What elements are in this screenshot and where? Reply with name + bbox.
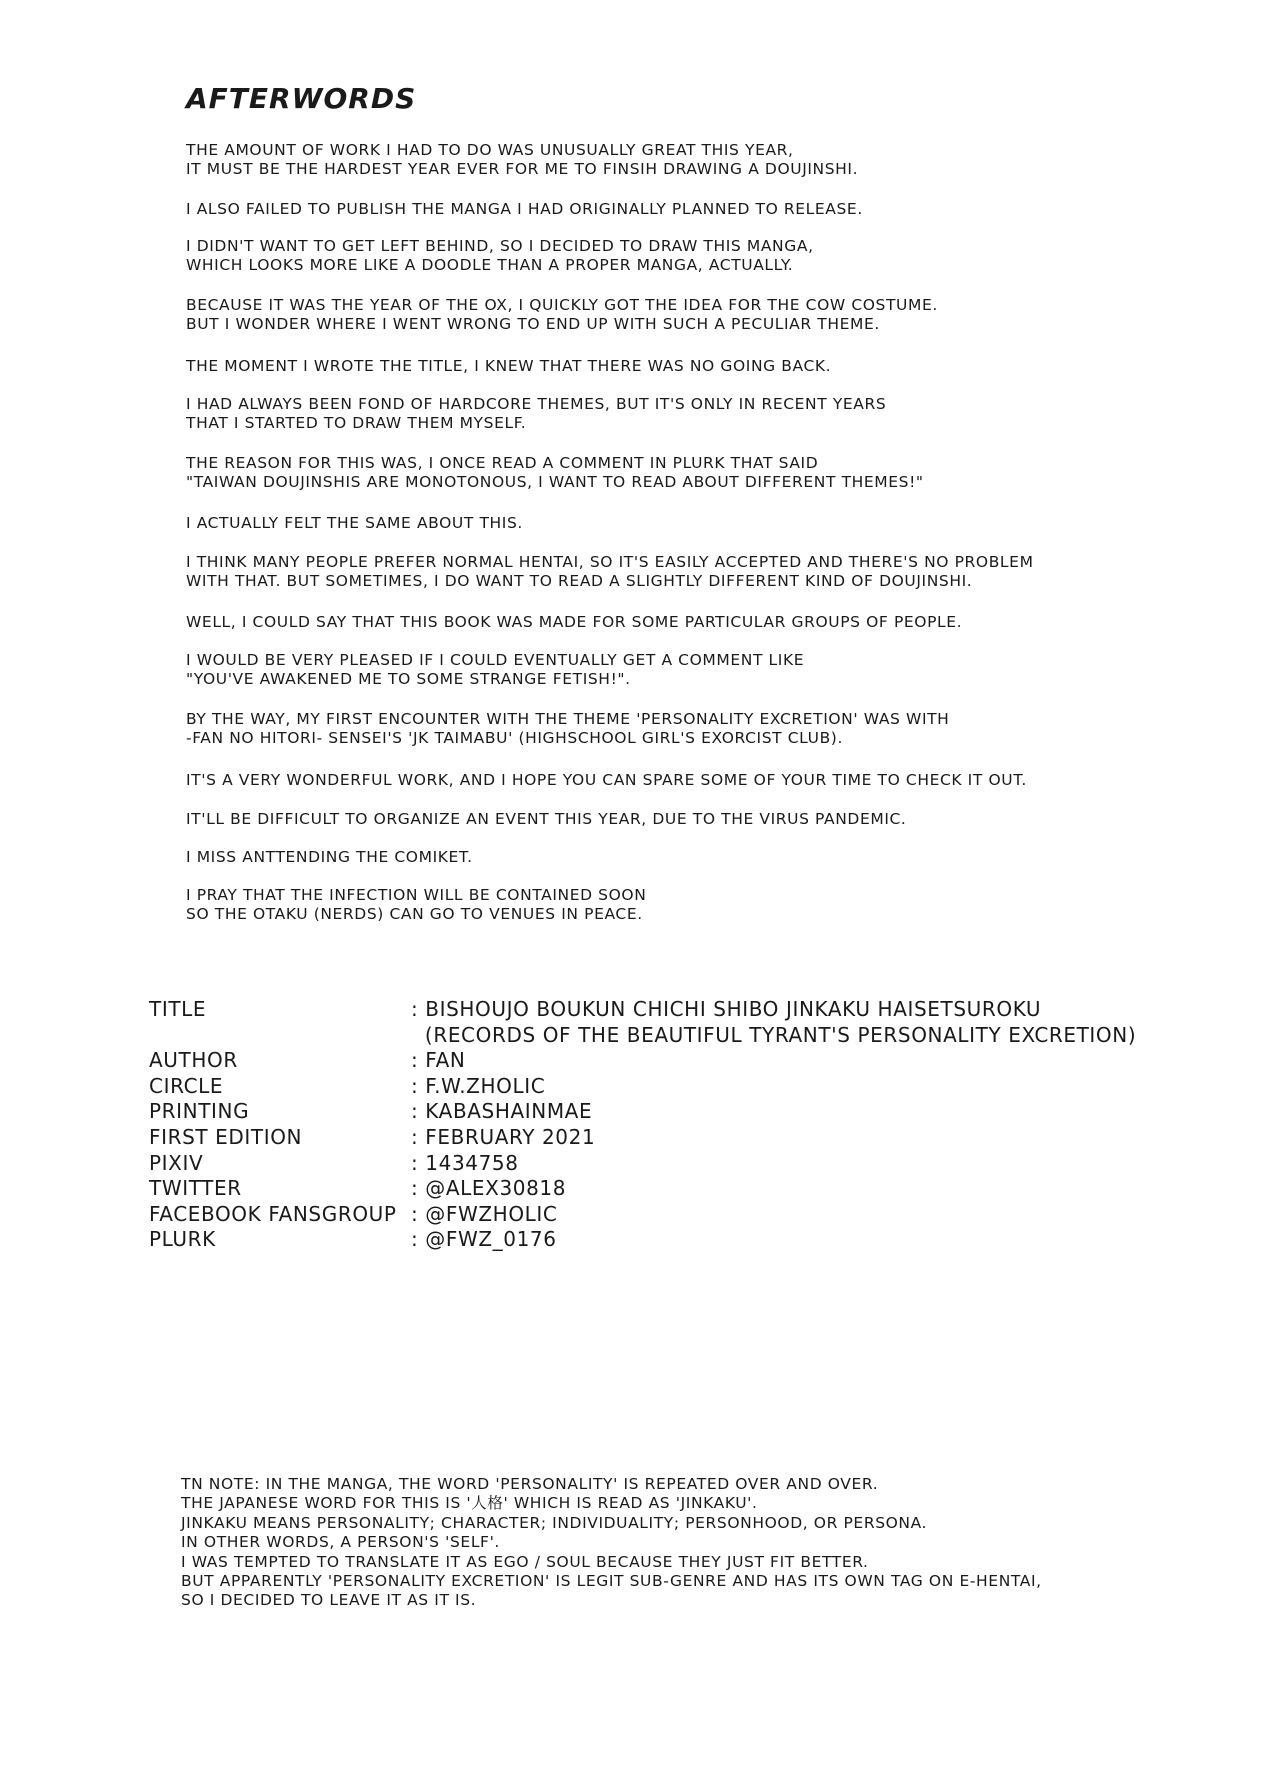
credit-row-twitter: [149, 1176, 1136, 1202]
credit-row-author: [149, 1048, 1136, 1074]
paragraph-14: IT'LL BE DIFFICULT TO ORGANIZE AN EVENT THIS YEAR, DUE TO THE VIRUS PANDEMIC.: [186, 810, 907, 828]
credit-value: : F.W.ZHOLIC: [411, 1073, 546, 1098]
paragraph-10: WELL, I COULD SAY THAT THIS BOOK WAS MADE FOR SOME PARTICULAR GROUPS OF PEOPLE.: [186, 613, 963, 631]
paragraph-8: I ACTUALLY FELT THE SAME ABOUT THIS.: [186, 514, 523, 532]
credit-label: FACEBOOK FANSGROUP: [149, 1201, 397, 1226]
credit-label: PIXIV: [149, 1150, 204, 1175]
credit-label: PRINTING: [149, 1099, 250, 1124]
credit-label: FIRST EDITION: [149, 1124, 303, 1149]
credit-row-plurk: [149, 1227, 1136, 1253]
credit-row-circle: [149, 1074, 1136, 1100]
paragraph-12: BY THE WAY, MY FIRST ENCOUNTER WITH THE THEME 'PERSONALITY EXCRETION' WAS WITH -FAN NO HITORI- SENSEI'S 'JK TAIMABU' (HIGHSCHOOL GIRL'S EXORCIST CLUB).: [186, 710, 950, 747]
credit-value: : FEBRUARY 2021: [411, 1124, 596, 1149]
credit-value: : @FWZ_0176: [411, 1227, 557, 1252]
credit-value: : FAN: [411, 1048, 466, 1073]
credit-row-title: [149, 997, 1136, 1048]
paragraph-2: I ALSO FAILED TO PUBLISH THE MANGA I HAD ORIGINALLY PLANNED TO RELEASE.: [186, 200, 863, 218]
credit-row-printing: [149, 1099, 1136, 1125]
paragraph-11: I WOULD BE VERY PLEASED IF I COULD EVENTUALLY GET A COMMENT LIKE "YOU'VE AWAKENED ME TO SOME STRANGE FETISH!".: [186, 651, 805, 688]
paragraph-5: THE MOMENT I WROTE THE TITLE, I KNEW THAT THERE WAS NO GOING BACK.: [186, 357, 832, 375]
translator-note: TN NOTE: IN THE MANGA, THE WORD 'PERSONALITY' IS REPEATED OVER AND OVER. THE JAPANESE WORD FOR THIS IS '人格' WHICH IS READ AS 'JINKAKU'. JINKAKU MEANS PERSONALITY; CHARACTER; INDIVIDUALITY; PERSONHOOD, OR PERSONA. IN OTHER WORDS, A PERSON'S 'SELF'. I WAS TEMPTED TO TRANSLATE IT AS EGO / SOUL BECAUSE THEY JUST FIT BETTER. BUT APPARENTLY 'PERSONALITY EXCRETION' IS LEGIT SUB-GENRE AND HAS ITS OWN TAG ON E-HENTAI, SO I DECIDED TO LEAVE IT AS IT IS.: [181, 1475, 1042, 1610]
paragraph-7: THE REASON FOR THIS WAS, I ONCE READ A COMMENT IN PLURK THAT SAID "TAIWAN DOUJINSHIS ARE MONOTONOUS, I WANT TO READ ABOUT DIFFERENT THEMES!": [186, 454, 924, 491]
paragraph-16: I PRAY THAT THE INFECTION WILL BE CONTAINED SOON SO THE OTAKU (NERDS) CAN GO TO VENUES IN PEACE.: [186, 886, 647, 923]
credit-value: : BISHOUJO BOUKUN CHICHI SHIBO JINKAKU HAISETSUROKU (RECORDS OF THE BEAUTIFUL TYRANT'S PERSONALITY EXCRETION): [411, 997, 1137, 1047]
paragraph-9: I THINK MANY PEOPLE PREFER NORMAL HENTAI, SO IT'S EASILY ACCEPTED AND THERE'S NO PROBLEM WITH THAT. BUT SOMETIMES, I DO WANT TO READ A SLIGHTLY DIFFERENT KIND OF DOUJINSHI.: [186, 553, 1034, 590]
credits-table: [149, 997, 1136, 1253]
credit-label: TITLE: [149, 997, 207, 1021]
credit-row-facebook: [149, 1202, 1136, 1228]
paragraph-1: THE AMOUNT OF WORK I HAD TO DO WAS UNUSUALLY GREAT THIS YEAR, IT MUST BE THE HARDEST YEAR EVER FOR ME TO FINSIH DRAWING A DOUJINSHI.: [186, 141, 859, 178]
paragraph-6: I HAD ALWAYS BEEN FOND OF HARDCORE THEMES, BUT IT'S ONLY IN RECENT YEARS THAT I STARTED TO DRAW THEM MYSELF.: [186, 395, 887, 432]
paragraph-13: IT'S A VERY WONDERFUL WORK, AND I HOPE YOU CAN SPARE SOME OF YOUR TIME TO CHECK IT OUT.: [186, 771, 1027, 789]
credit-row-pixiv: [149, 1151, 1136, 1177]
credit-label: PLURK: [149, 1227, 216, 1252]
credit-value: : KABASHAINMAE: [411, 1099, 593, 1124]
credit-row-first-edition: [149, 1125, 1136, 1151]
afterwords-title: AFTERWORDS: [186, 82, 417, 115]
credit-value: : 1434758: [411, 1150, 519, 1175]
paragraph-4: BECAUSE IT WAS THE YEAR OF THE OX, I QUICKLY GOT THE IDEA FOR THE COW COSTUME. BUT I WONDER WHERE I WENT WRONG TO END UP WITH SUCH A PECULIAR THEME.: [186, 296, 938, 333]
credit-label: TWITTER: [149, 1176, 242, 1201]
credit-value: : @ALEX30818: [411, 1176, 567, 1201]
credit-label: AUTHOR: [149, 1048, 238, 1073]
paragraph-3: I DIDN'T WANT TO GET LEFT BEHIND, SO I DECIDED TO DRAW THIS MANGA, WHICH LOOKS MORE LIKE A DOODLE THAN A PROPER MANGA, ACTUALLY.: [186, 237, 814, 274]
credit-value: : @FWZHOLIC: [411, 1201, 558, 1226]
paragraph-15: I MISS ANTTENDING THE COMIKET.: [186, 848, 473, 866]
credit-label: CIRCLE: [149, 1073, 224, 1098]
